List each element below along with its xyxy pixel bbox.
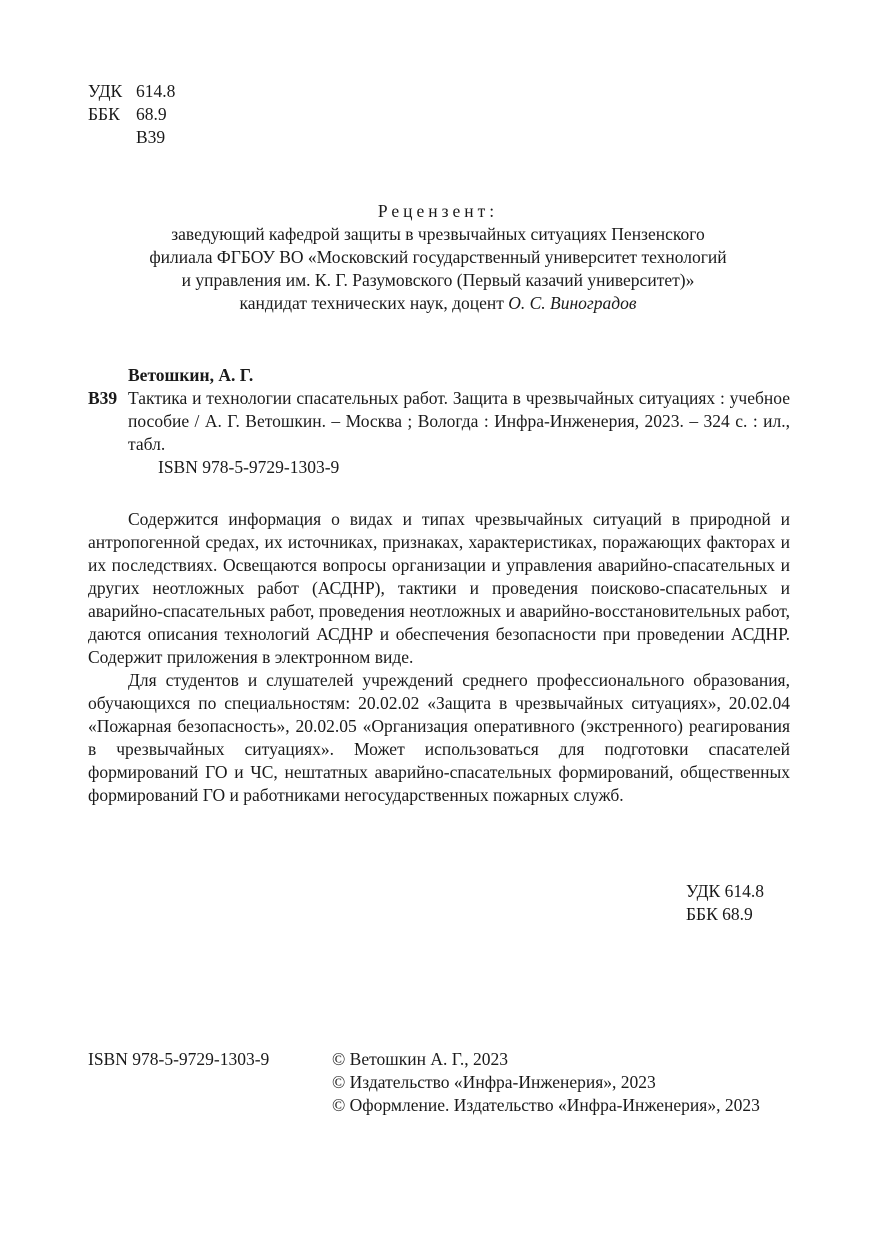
classification-top: [88, 80, 288, 149]
catalog-author: Ветошкин, А. Г.: [128, 365, 254, 385]
udk-value: 614.8: [136, 81, 176, 101]
imprint-isbn: ISBN 978-5-9729-1303-9: [88, 1049, 270, 1069]
reviewer-line-2: филиала ФГБОУ ВО «Московский государственный университет технологий: [149, 247, 727, 267]
reviewer-degree: кандидат технических наук, доцент: [239, 293, 509, 313]
reviewer-title: Рецензент:: [377, 201, 499, 221]
copyright-publisher: © Издательство «Инфра-Инженерия», 2023: [332, 1072, 656, 1092]
catalog-card: [88, 364, 790, 479]
udk-label: УДК: [88, 81, 123, 101]
udk-row: [88, 80, 288, 103]
annotation-paragraph-2: Для студентов и слушателей учреждений среднего профессионального образования, обучающихся по специальностям: 20.02.02 «Защита в чрезвычайных ситуациях», 20.02.04 «Пожарная безопасность», 20.02.05 «Организация оперативного (экстренного) реагирования в чрезвычайных ситуациях». Может использоваться для подготовки спасателей формирований ГО и ЧС, нештатных аварийно-спасательных формирований, общественных формирований ГО и работниками негосударственных пожарных служб.: [88, 670, 790, 805]
catalog-isbn: ISBN 978-5-9729-1303-9: [158, 457, 340, 477]
author-mark: В39: [136, 127, 166, 147]
copyright-block: [332, 1048, 802, 1117]
catalog-code: В39: [88, 388, 118, 408]
reviewer-block: [88, 200, 788, 315]
bbk-bottom: ББК 68.9: [686, 904, 753, 924]
bbk-label: ББК: [88, 104, 120, 124]
reviewer-line-1: заведующий кафедрой защиты в чрезвычайных ситуациях Пензенского: [171, 224, 705, 244]
annotation-paragraph-1: Содержится информация о видах и типах чрезвычайных ситуаций в природной и антропогенной средах, их источниках, признаках, характеристиках, поражающих факторах и их последствиях. Освещаются вопросы организации и управления аварийно-спасательных и других неотложных работ (АСДНР), тактики и проведения поисково-спасательных и аварийно-спасательных работ, проведения неотложных и аварийно-восстановительных работ, даются описания технологий АСДНР и обеспечения безопасности при проведении АСДНР. Содержит приложения в электронном виде.: [88, 509, 790, 667]
reviewer-name: О. С. Виноградов: [508, 293, 637, 313]
classification-bottom: [686, 880, 806, 926]
reviewer-line-4: [88, 292, 788, 315]
copyright-design: © Оформление. Издательство «Инфра-Инженерия», 2023: [332, 1095, 760, 1115]
udk-bottom: УДК 614.8: [686, 881, 764, 901]
bbk-row: [88, 103, 288, 126]
copyright-author: © Ветошкин А. Г., 2023: [332, 1049, 509, 1069]
bbk-value: 68.9: [136, 104, 167, 124]
reviewer-line-3: и управления им. К. Г. Разумовского (Первый казачий университет)»: [181, 270, 695, 290]
catalog-description: Тактика и технологии спасательных работ. Защита в чрезвычайных ситуациях : учебное пособие / А. Г. Ветошкин. – Москва ; Вологда : Инфра-Инженерия, 2023. – 324 с. : ил., табл.: [128, 388, 790, 454]
annotation: [88, 508, 790, 807]
